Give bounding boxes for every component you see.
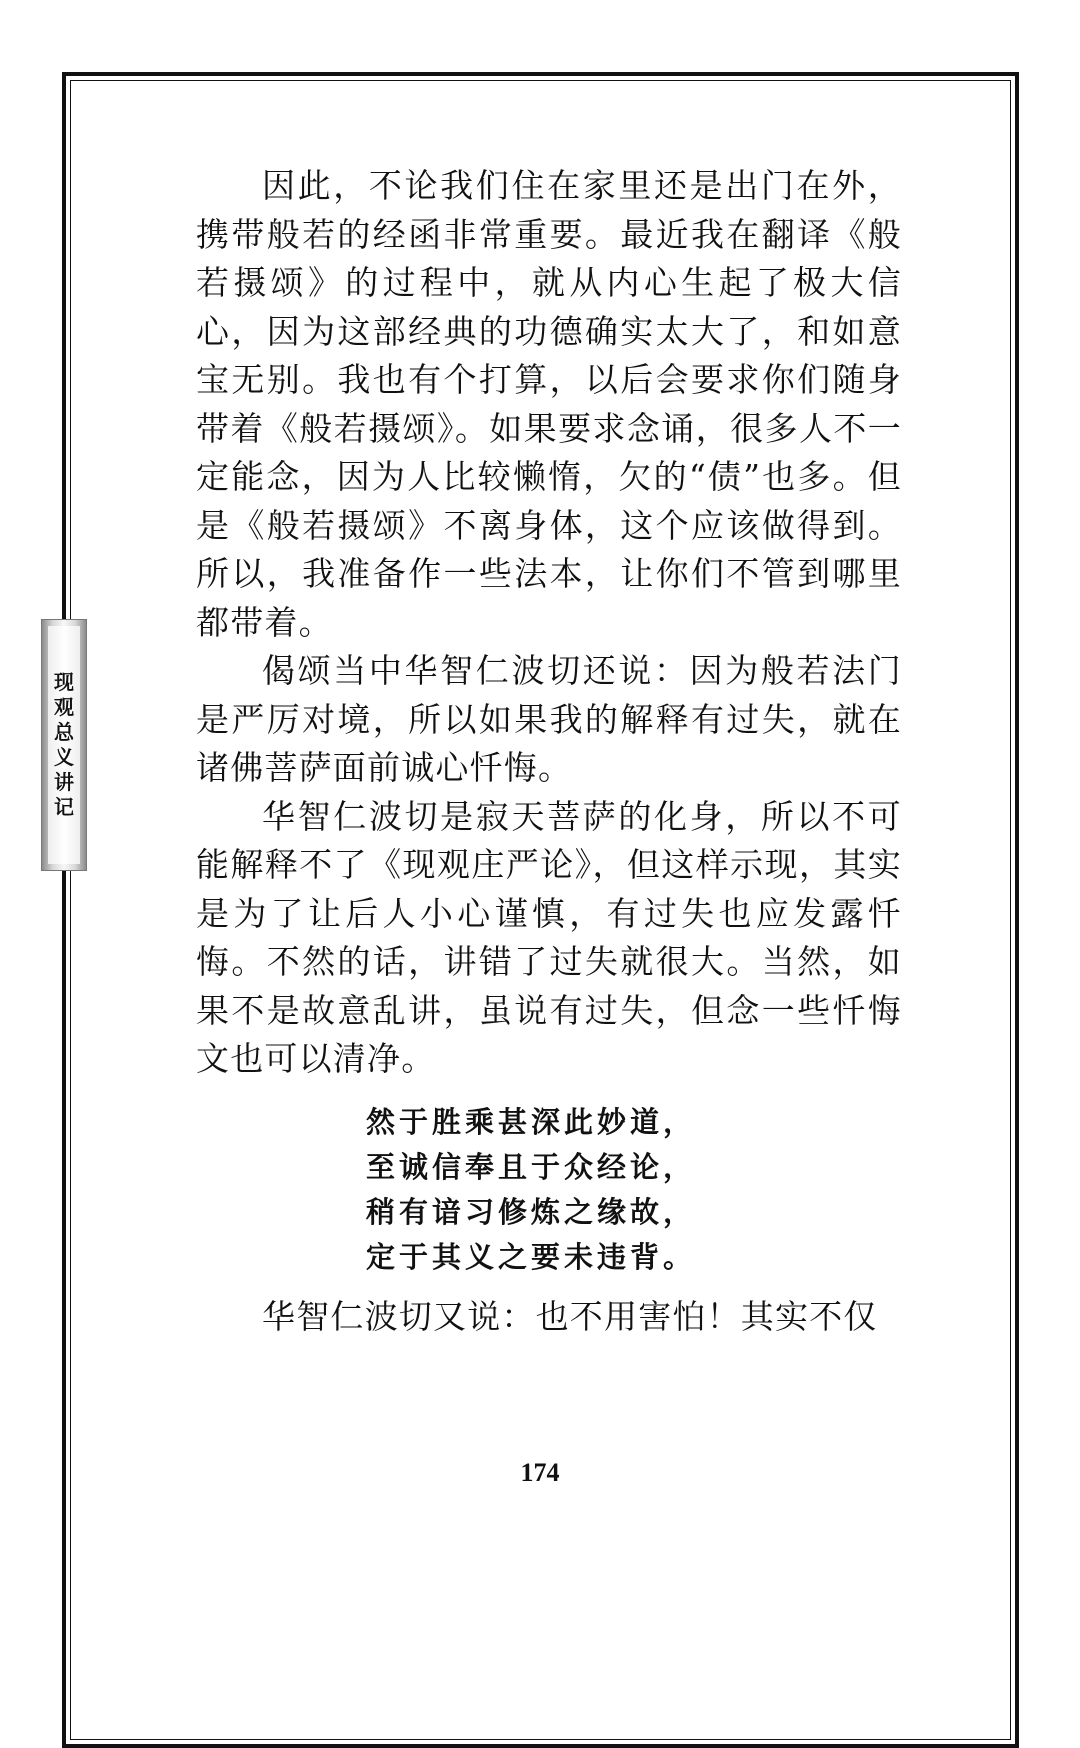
paragraph-continued: 华智仁波切又说：也不用害怕！其实不仅 bbox=[262, 1297, 878, 1336]
paragraph: 因此，不论我们住在家里还是出门在外，携带般若的经函非常重要。最近我在翻译《般若摄颂》的过程中，就从内心生起了极大信心，因为这部经典的功德确实太大了，和如意宝无别。我也有个打算，以后会要求你们随身带着《般若摄颂》。如果要求念诵，很多人不一定能念，因为人比较懒惰，欠的“债”也多。但是《般若摄颂》不离身体，这个应该做得到。所以，我准备作一些法本，让你们不管到哪里都带着。 bbox=[196, 166, 902, 642]
side-tab-char: 讲 bbox=[54, 770, 74, 794]
side-tab-char: 记 bbox=[54, 795, 74, 819]
side-tab-char: 义 bbox=[54, 745, 74, 769]
side-tab-char: 总 bbox=[54, 720, 74, 744]
side-tab-char: 现 bbox=[54, 670, 74, 694]
verse-line: 稍有谙习修炼之缘故， bbox=[366, 1195, 697, 1229]
side-tab-char: 观 bbox=[54, 695, 74, 719]
paragraph: 华智仁波切是寂天菩萨的化身，所以不可能解释不了《现观庄严论》，但这样示现，其实是为了让后人小心谨慎，有过失也应发露忏悔。不然的话，讲错了过失就很大。当然，如果不是故意乱讲，虽说有过失，但念一些忏悔文也可以清净。 bbox=[196, 796, 902, 1078]
verse-block bbox=[366, 1100, 726, 1280]
verse-line: 然于胜乘甚深此妙道， bbox=[366, 1105, 697, 1139]
side-tab bbox=[41, 619, 87, 871]
verse-line: 定于其义之要未违背。 bbox=[366, 1240, 697, 1274]
verse-line: 至诚信奉且于众经论， bbox=[366, 1150, 697, 1184]
paragraph: 偈颂当中华智仁波切还说：因为般若法门是严厉对境，所以如果我的解释有过失，就在诸佛菩萨面前诚心忏悔。 bbox=[196, 651, 902, 787]
page-number: 174 bbox=[520, 1458, 560, 1487]
body-text bbox=[196, 162, 902, 1084]
side-tab-title bbox=[48, 626, 80, 864]
